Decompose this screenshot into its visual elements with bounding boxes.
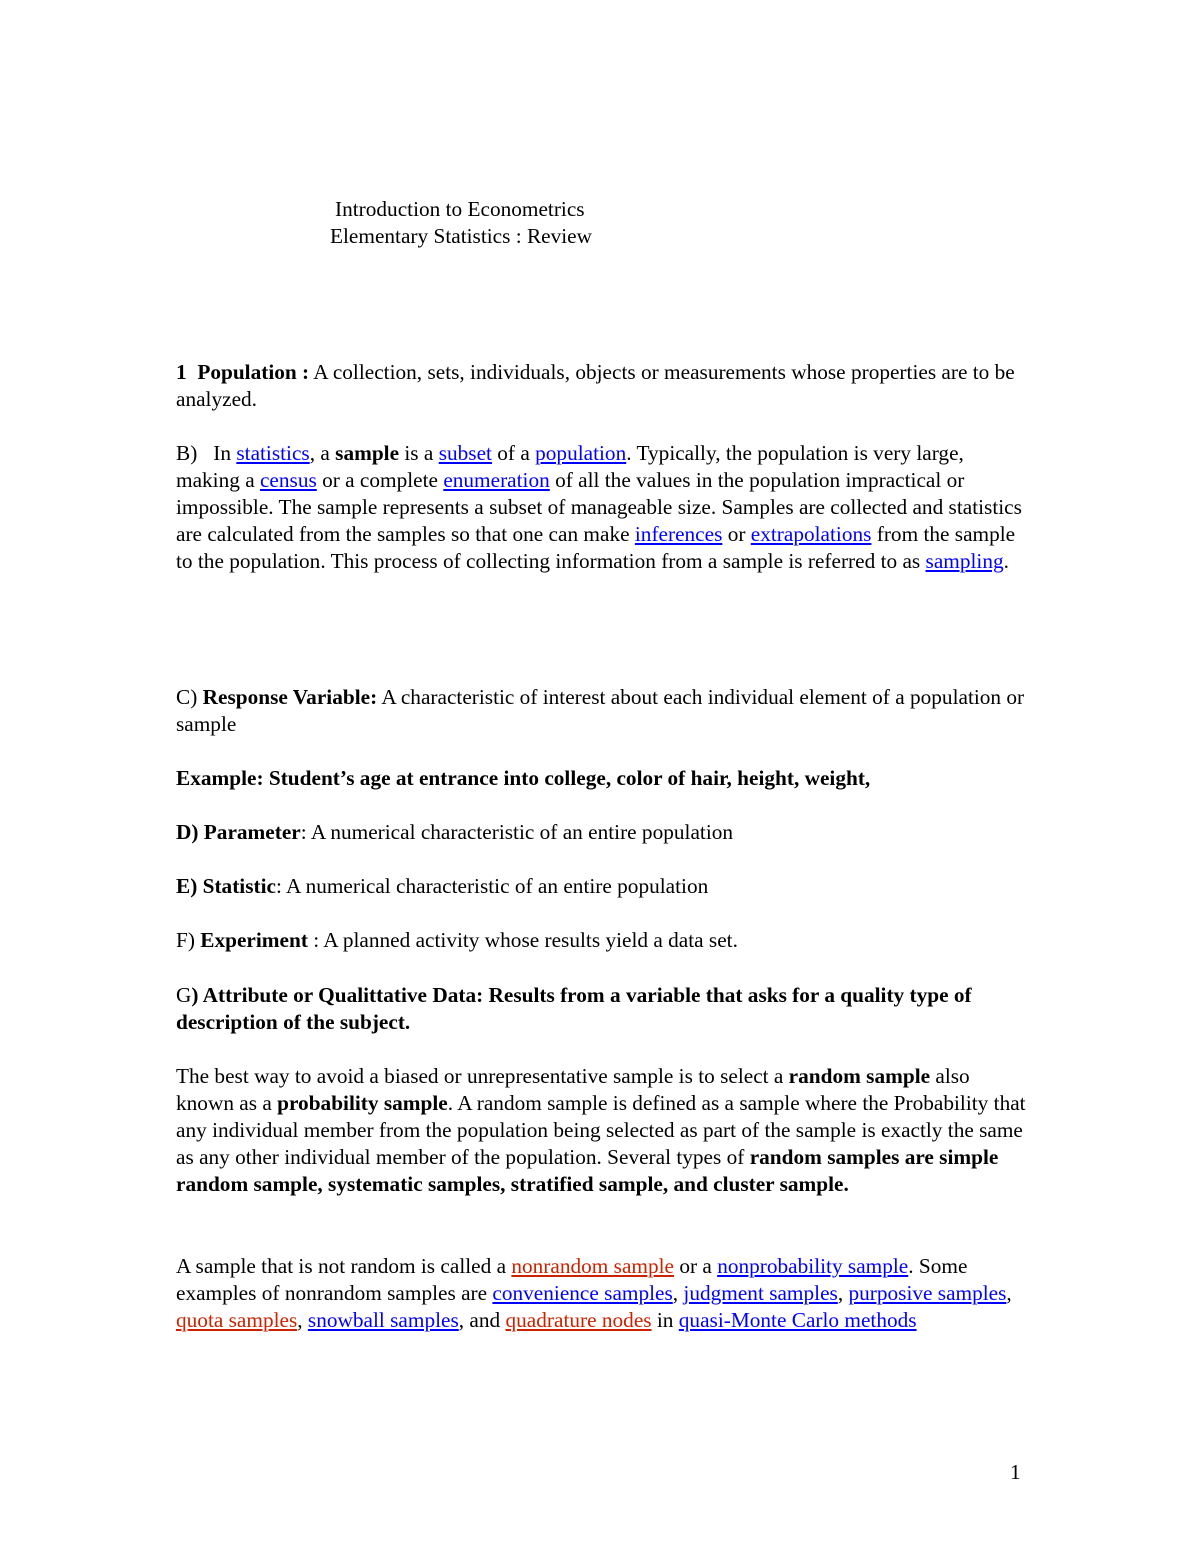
statistic-definition [176,873,1026,900]
population-text: A collection, sets, individuals, objects or measurements whose properties are to be analyzed. [176,360,1015,411]
response-variable-definition [176,684,1026,738]
nonrandom-text-2: or a [674,1254,718,1278]
experiment-definition [176,927,1026,954]
sample-term: sample [335,441,400,465]
population-term: Population : [197,360,310,384]
random-text-3: . A random sample is defined as a sample where the Probability that any individual member from the population being selected as part of the sample is exactly the same as any other individual member of the population. Several types of [176,1091,1026,1169]
sample-text-8: or [722,522,751,546]
random-sample-term: random sample [788,1064,931,1088]
sample-text-1: In [213,441,237,465]
document-title [330,196,750,250]
nonrandom-text-7: , [297,1308,308,1332]
link-enumeration[interactable]: enumeration [443,468,550,492]
nonrandom-text-3: . Some examples of nonrandom samples are [176,1254,968,1305]
sample-text-10: . [1003,549,1009,573]
response-text: A characteristic of interest about each individual element of a population or sample [176,685,1025,736]
statistic-term: E) Statistic [176,874,276,898]
sample-text-9: from the sample to the population. This process of collecting information from a sample is referred to as [176,522,1016,573]
title-line-2: Elementary Statistics : Review [330,224,593,248]
link-statistics[interactable]: statistics [236,441,310,465]
statistic-text: : A numerical characteristic of an entire population [275,874,709,898]
response-term: Response Variable: [202,685,378,709]
link-quasi-monte-carlo[interactable]: quasi-Monte Carlo methods [678,1308,917,1332]
link-nonrandom-sample[interactable]: nonrandom sample [511,1254,675,1278]
parameter-text: : A numerical characteristic of an entire population [300,820,734,844]
link-snowball-samples[interactable]: snowball samples [307,1308,459,1332]
link-nonprobability-sample[interactable]: nonprobability sample [717,1254,909,1278]
random-text-1: The best way to avoid a biased or unrepresentative sample is to select a [176,1064,789,1088]
attribute-prefix: G [176,983,192,1007]
example-line [176,765,1026,792]
sample-prefix: B) [176,441,198,465]
sample-text-6: or a complete [316,468,444,492]
experiment-text: : A planned activity whose results yield a data set. [307,928,738,952]
random-sample-paragraph [176,1063,1026,1198]
link-convenience-samples[interactable]: convenience samples [492,1281,673,1305]
link-purposive-samples[interactable]: purposive samples [848,1281,1007,1305]
nonrandom-text-6: , [1006,1281,1012,1305]
link-quota-samples[interactable]: quota samples [176,1308,298,1332]
link-sampling[interactable]: sampling [925,549,1004,573]
sample-text-2: , a [309,441,336,465]
nonrandom-text-5: , [837,1281,849,1305]
random-text-2: also known as a [176,1064,970,1115]
probability-sample-term: probability sample [277,1091,448,1115]
title-line-1: Introduction to Econometrics [335,197,585,221]
example-text: Example: Student’s age at entrance into college, color of hair, height, weight, [176,766,871,790]
link-inferences[interactable]: inferences [634,522,723,546]
link-judgment-samples[interactable]: judgment samples [683,1281,838,1305]
nonrandom-text-9: in [651,1308,679,1332]
random-sample-types: random samples are simple random sample, systematic samples, stratified sample, and cluster sample. [176,1145,999,1196]
population-number: 1 [176,360,187,384]
response-prefix: C) [176,685,203,709]
parameter-term: D) Parameter [176,820,301,844]
link-population[interactable]: population [535,441,627,465]
sample-text-7: of all the values in the population impractical or impossible. The sample represents a subset of manageable size. Samples are collected and statistics are calculated from the samples so that one can make [176,468,1022,546]
sample-definition [176,440,1026,575]
experiment-term: Experiment [200,928,308,952]
link-quadrature-nodes[interactable]: quadrature nodes [505,1308,652,1332]
link-extrapolations[interactable]: extrapolations [750,522,872,546]
nonrandom-sample-paragraph [176,1253,1026,1334]
parameter-definition [176,819,1026,846]
sample-text-4: of a [491,441,536,465]
attribute-definition [176,982,1026,1036]
sample-text-5: . Typically, the population is very large, making a [176,441,964,492]
page-number: 1 [1010,1460,1021,1484]
sample-text-3: is a [399,441,439,465]
population-definition [176,359,1026,413]
nonrandom-text-1: A sample that is not random is called a [176,1254,512,1278]
link-subset[interactable]: subset [438,441,492,465]
nonrandom-text-4: , [672,1281,684,1305]
attribute-text: ) Attribute or Qualittative Data: Results from a variable that asks for a quality type of description of the subject. [176,983,972,1034]
nonrandom-text-8: , and [458,1308,506,1332]
link-census[interactable]: census [259,468,317,492]
experiment-prefix: F) [176,928,201,952]
